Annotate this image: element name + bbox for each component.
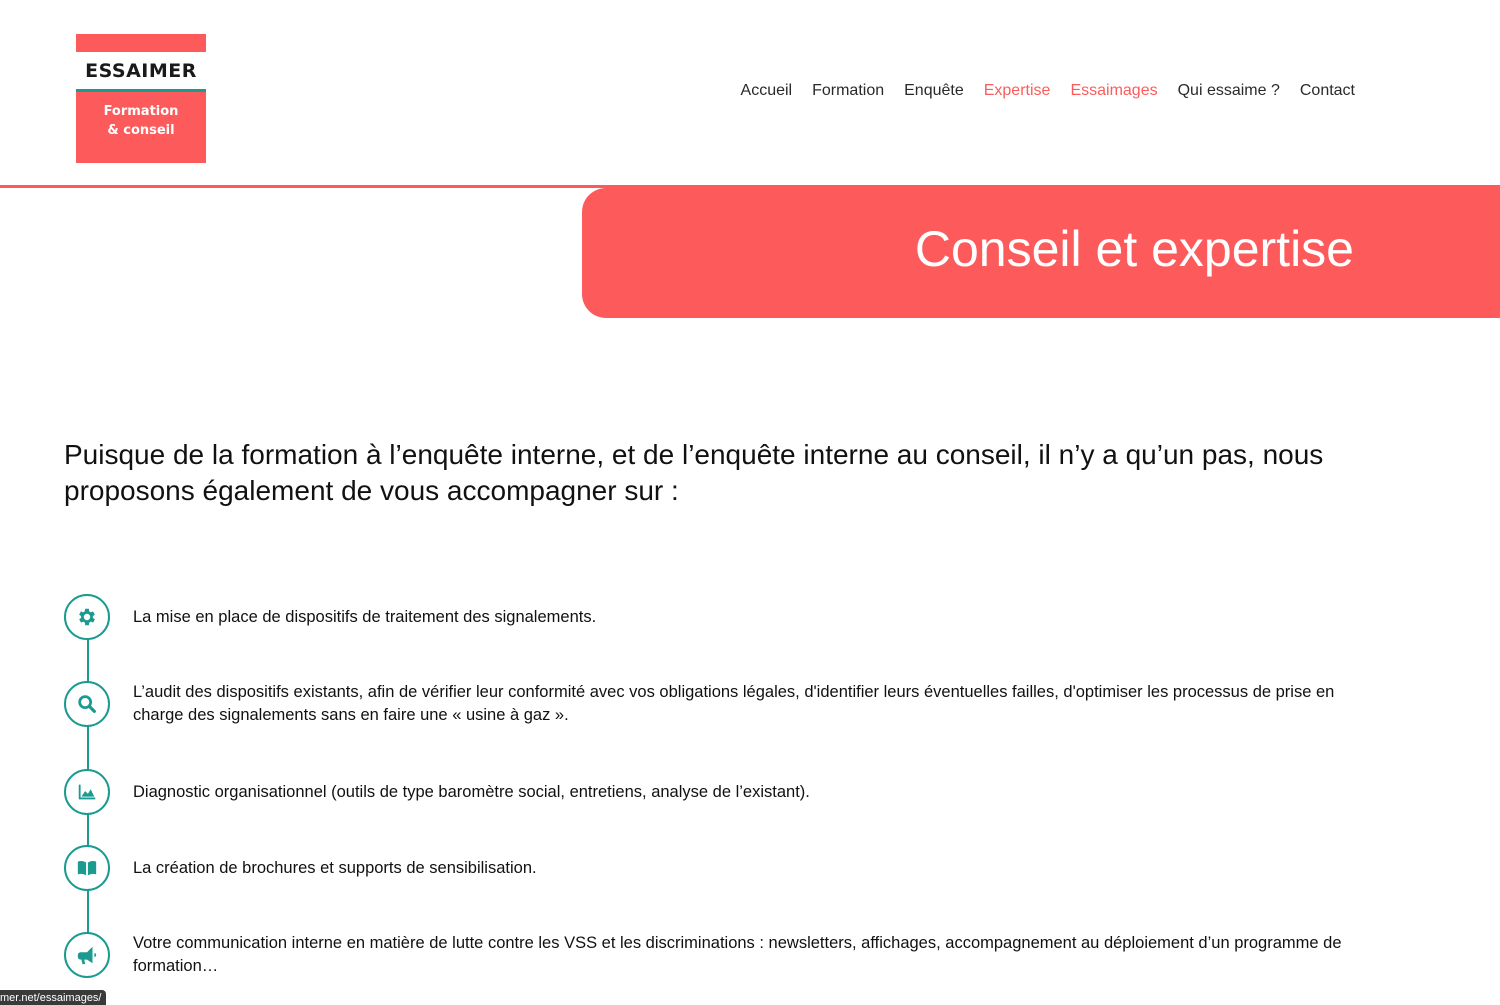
- site-logo[interactable]: [76, 34, 206, 163]
- book-icon: [64, 845, 110, 891]
- nav-item-qui-essaime[interactable]: Qui essaime ?: [1177, 82, 1280, 99]
- list-item-text: Votre communication interne en matière de lutte contre les VSS et les discriminations : newsletters, affichages, accompagnement au déploiement d’un programme de formation…: [133, 934, 1342, 975]
- nav-item-expertise[interactable]: Expertise: [983, 82, 1051, 99]
- logo-tagline-line2: & conseil: [107, 123, 175, 138]
- status-bar-url: mer.net/essaimages/: [0, 990, 106, 1005]
- list-item-text: Diagnostic organisationnel (outils de type baromètre social, entretiens, analyse de l’existant).: [133, 783, 810, 801]
- nav-item-formation[interactable]: Formation: [812, 82, 885, 99]
- list-item-text: La création de brochures et supports de sensibilisation.: [133, 859, 537, 877]
- nav-item-contact[interactable]: Contact: [1299, 82, 1355, 99]
- logo-tagline-line1: Formation: [103, 104, 179, 119]
- main-nav: [741, 82, 1355, 100]
- area-chart-icon: [64, 769, 110, 815]
- gear-icon: [64, 594, 110, 640]
- nav-item-enquete[interactable]: Enquête: [904, 82, 964, 99]
- list-item-text: La mise en place de dispositifs de traitement des signalements.: [133, 608, 597, 626]
- page-title: Conseil et expertise: [914, 221, 1354, 277]
- nav-item-accueil[interactable]: Accueil: [740, 82, 793, 99]
- logo-tagline: [76, 92, 206, 163]
- logo-name: ESSAIMER: [76, 52, 206, 89]
- megaphone-icon: [64, 932, 110, 978]
- search-icon: [64, 681, 110, 727]
- page-banner: [582, 188, 1500, 318]
- logo-top-bar: [76, 34, 206, 52]
- list-item-text: L’audit des dispositifs existants, afin de vérifier leur conformité avec vos obligations légales, d'identifier leurs éventuelles failles, d'optimiser les processus de prise en charge des signalements sans en faire une « usine à gaz ».: [133, 683, 1335, 724]
- nav-item-essaimages[interactable]: Essaimages: [1070, 82, 1158, 99]
- intro-text: Puisque de la formation à l’enquête interne, et de l’enquête interne au conseil, il n’y a qu’un pas, nous proposons également de vous accompagner sur :: [64, 439, 1324, 506]
